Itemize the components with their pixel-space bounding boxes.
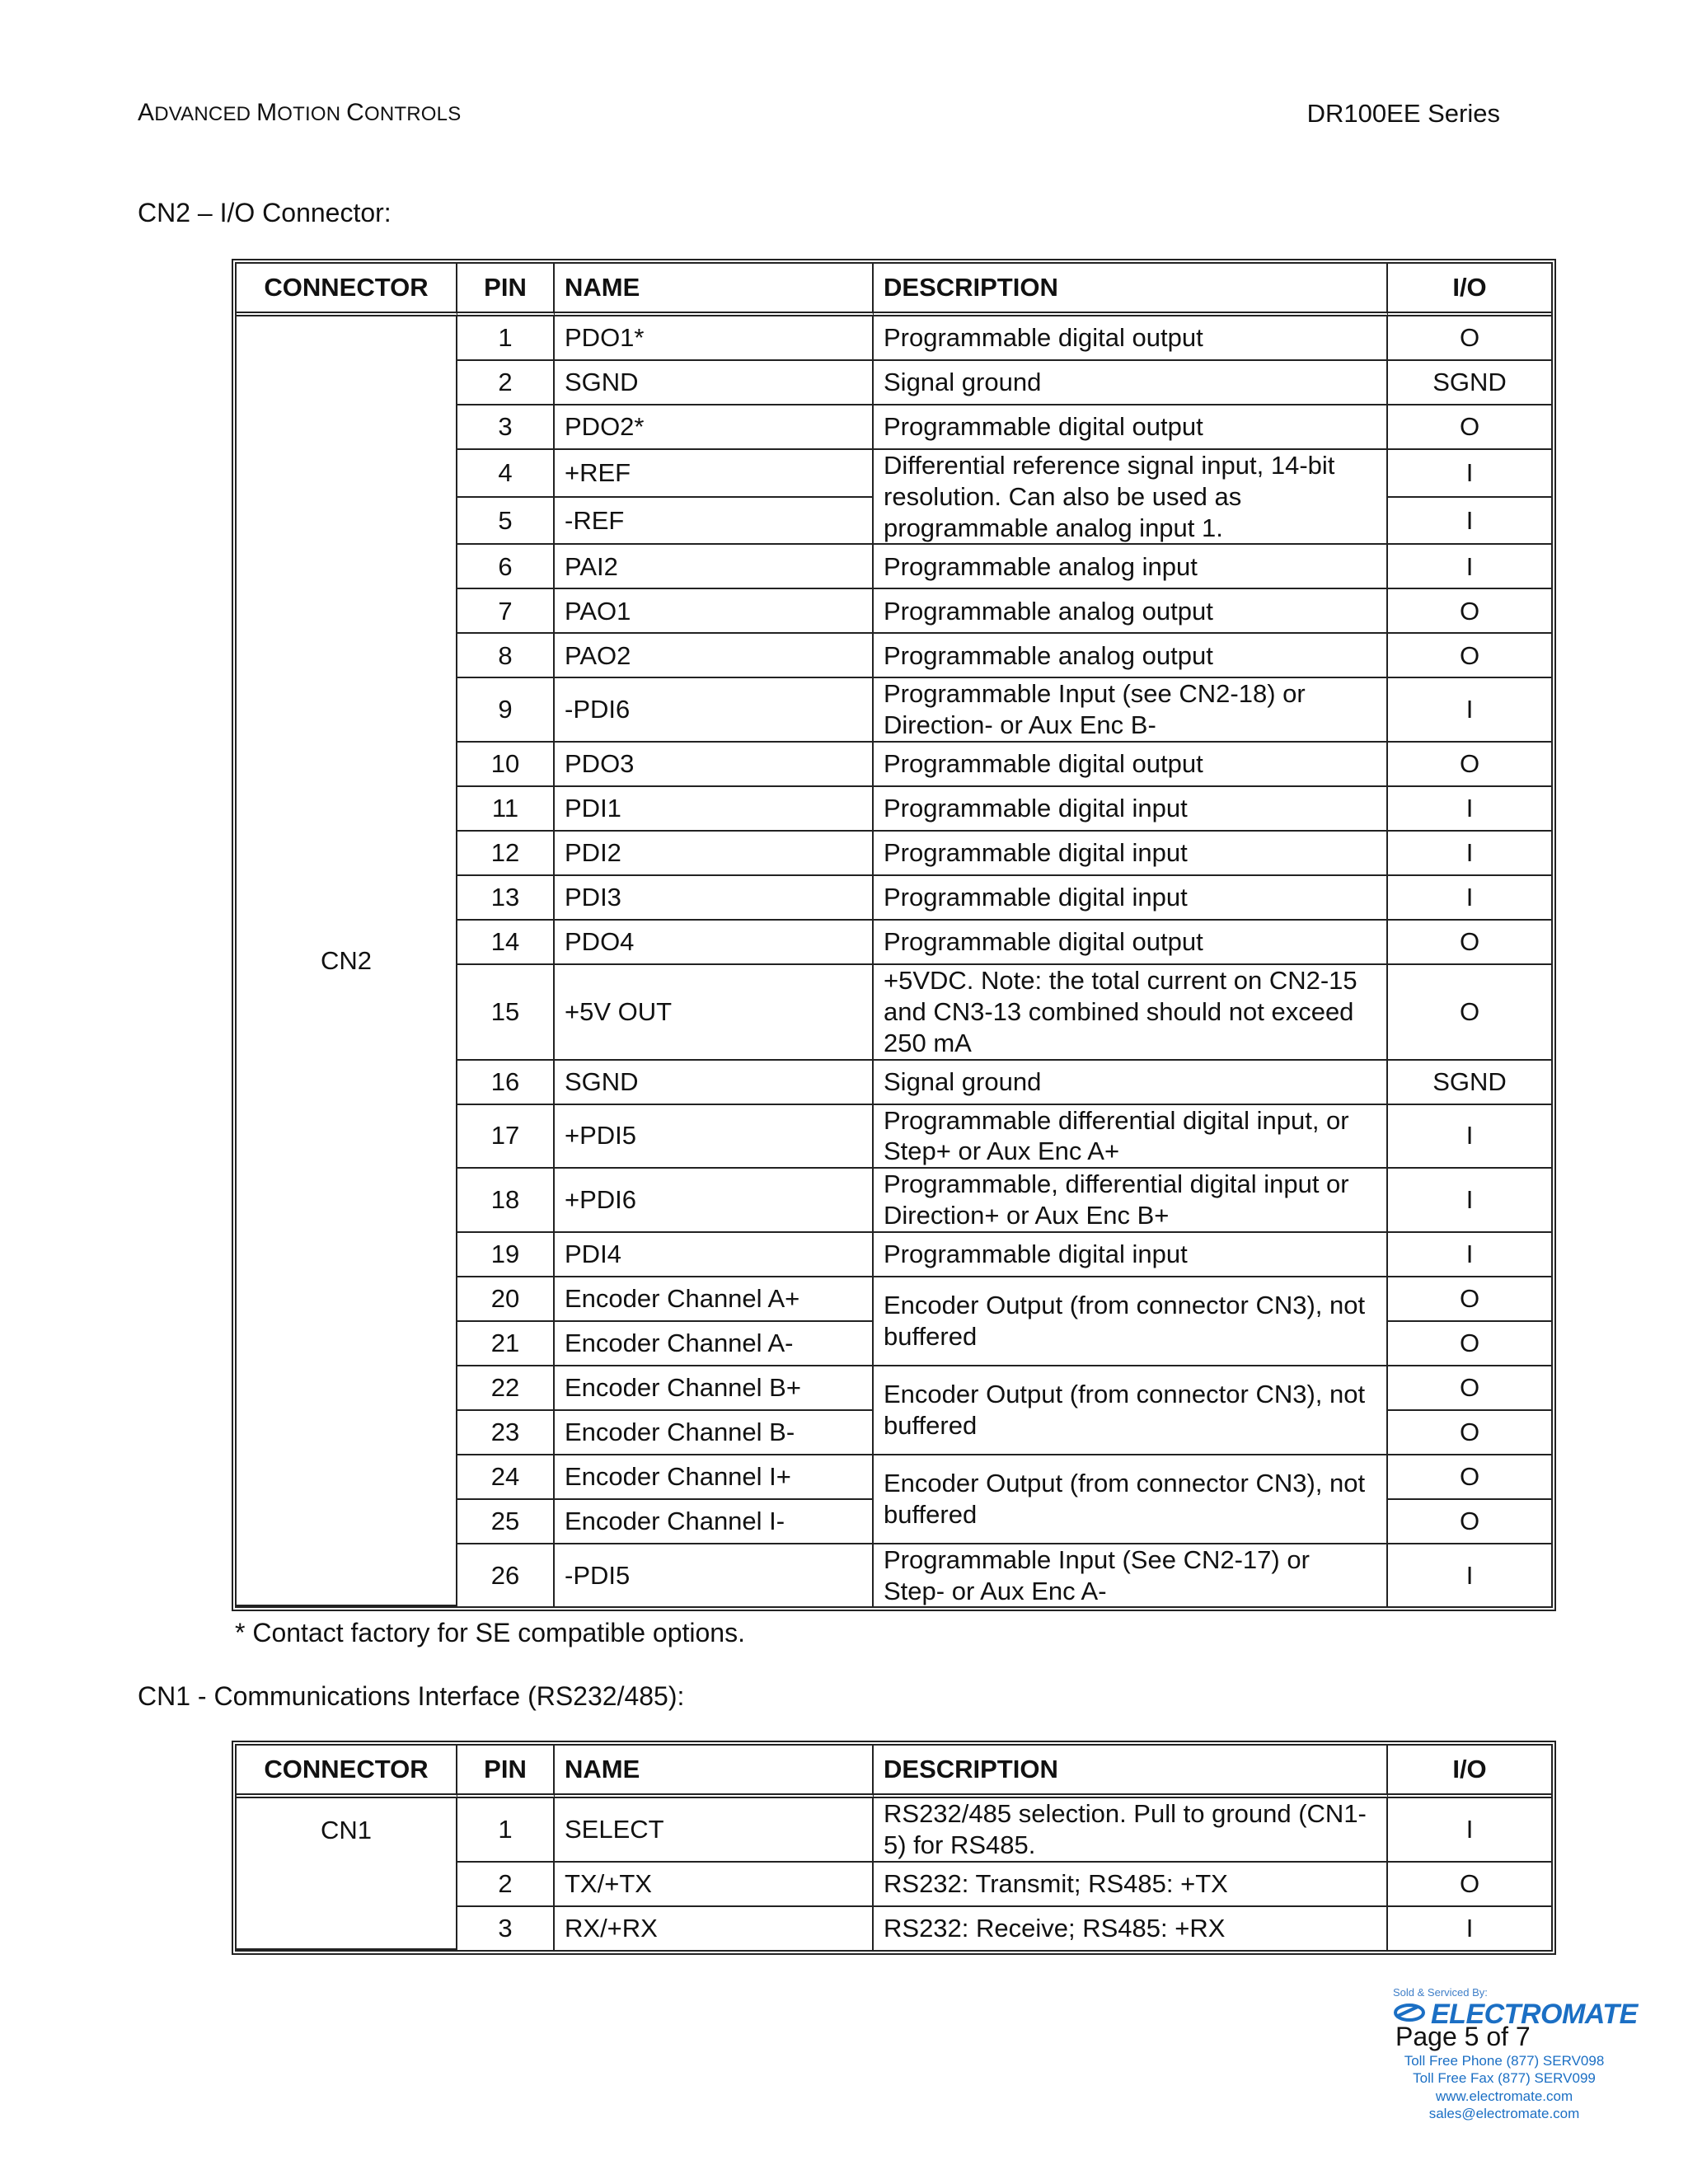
logo-fax: Toll Free Fax (877) SERV099 [1413,2070,1596,2087]
pin-cell: 15 [457,965,555,1060]
name-cell: PDO4 [555,921,874,965]
name-cell: PDI3 [555,876,874,921]
pin-cell: 1 [457,316,555,361]
name-cell: PAO2 [555,634,874,678]
description-cell: RS232/485 selection. Pull to ground (CN1-5) for RS485. [874,1798,1388,1863]
logo-web: www.electromate.com [1435,2088,1573,2104]
io-cell: SGND [1388,1061,1551,1105]
description-cell: Encoder Output (from connector CN3), not buffered [874,1277,1388,1366]
connector-cell: CN1 [237,1798,457,1950]
name-cell: Encoder Channel I+ [555,1455,874,1500]
io-cell: O [1388,316,1551,361]
description-cell: Programmable Input (see CN2-18) or Direction- or Aux Enc B- [874,678,1388,743]
name-cell: PDO2* [555,405,874,450]
col-header-connector: CONNECTOR [237,1746,457,1798]
col-header-name: NAME [555,1746,874,1798]
name-cell: +REF [555,450,874,498]
io-cell: O [1388,743,1551,787]
description-cell: Programmable digital output [874,921,1388,965]
name-cell: SELECT [555,1798,874,1863]
description-cell: Encoder Output (from connector CN3), not buffered [874,1366,1388,1455]
footnote: * Contact factory for SE compatible options. [235,1618,745,1647]
pin-cell: 16 [457,1061,555,1105]
pin-cell: 22 [457,1366,555,1411]
pin-cell: 9 [457,678,555,743]
description-cell: Programmable digital input [874,832,1388,876]
io-cell: O [1388,405,1551,450]
description-cell: RS232: Receive; RS485: +RX [874,1907,1388,1950]
io-cell: I [1388,1105,1551,1169]
pin-cell: 2 [457,1863,555,1907]
pin-cell: 14 [457,921,555,965]
io-cell: O [1388,1500,1551,1544]
product-series: DR100EE Series [1306,99,1500,128]
name-cell: +5V OUT [555,965,874,1060]
table-row [237,1798,1551,1863]
io-cell: O [1388,589,1551,634]
col-header-pin: PIN [457,1746,555,1798]
description-cell: Programmable digital input [874,1233,1388,1277]
name-cell: -REF [555,498,874,546]
col-header-io: I/O [1388,264,1551,316]
description-cell: Signal ground [874,1061,1388,1105]
pin-cell: 5 [457,498,555,546]
name-cell: PDI1 [555,787,874,832]
cn1-pin-table [232,1741,1556,1955]
name-cell: PDO3 [555,743,874,787]
col-header-name: NAME [555,264,874,316]
name-cell: -PDI5 [555,1544,874,1607]
description-cell: Programmable digital output [874,405,1388,450]
connector-cell: CN2 [237,316,457,1606]
description-cell: Programmable Input (See CN2-17) or Step- or Aux Enc A- [874,1544,1388,1607]
logo-email: sales@electromate.com [1428,2105,1580,2121]
io-cell: O [1388,965,1551,1060]
io-cell: I [1388,545,1551,589]
electromate-logo [1393,1986,1638,2122]
io-cell: I [1388,450,1551,498]
name-cell: PAO1 [555,589,874,634]
io-cell: O [1388,1863,1551,1907]
description-cell: Programmable digital output [874,316,1388,361]
pin-cell: 26 [457,1544,555,1607]
pin-cell: 7 [457,589,555,634]
company-name: ADVANCED MOTION CONTROLS [138,99,462,126]
name-cell: SGND [555,1061,874,1105]
description-cell: Programmable analog input [874,545,1388,589]
description-cell: Encoder Output (from connector CN3), not buffered [874,1455,1388,1544]
col-header-description: DESCRIPTION [874,1746,1388,1798]
name-cell: TX/+TX [555,1863,874,1907]
io-cell: O [1388,1277,1551,1322]
io-cell: I [1388,1798,1551,1863]
name-cell: Encoder Channel A+ [555,1277,874,1322]
io-cell: I [1388,1233,1551,1277]
description-cell: Differential reference signal input, 14-bit resolution. Can also be used as programmable analog input 1. [874,450,1388,545]
io-cell: O [1388,921,1551,965]
io-cell: I [1388,498,1551,546]
name-cell: +PDI6 [555,1169,874,1233]
name-cell: Encoder Channel I- [555,1500,874,1544]
pin-cell: 3 [457,405,555,450]
name-cell: SGND [555,361,874,405]
brand-text: ELECTROMATE [1431,1999,1638,2030]
pin-cell: 21 [457,1322,555,1366]
name-cell: PDI2 [555,832,874,876]
pin-cell: 6 [457,545,555,589]
name-cell: Encoder Channel B- [555,1411,874,1455]
description-cell: Programmable digital output [874,743,1388,787]
description-cell: Programmable analog output [874,589,1388,634]
name-cell: -PDI6 [555,678,874,743]
description-cell: Programmable digital input [874,787,1388,832]
name-cell: PDI4 [555,1233,874,1277]
table-header-row [237,1746,1551,1798]
name-cell: +PDI5 [555,1105,874,1169]
io-cell: I [1388,787,1551,832]
pin-cell: 25 [457,1500,555,1544]
io-cell: I [1388,832,1551,876]
page-number: Page 5 of 7 [1395,2022,1531,2051]
cn2-pin-table [232,259,1556,1611]
pin-cell: 23 [457,1411,555,1455]
pin-cell: 8 [457,634,555,678]
pin-cell: 4 [457,450,555,498]
table-row [237,316,1551,361]
description-cell: RS232: Transmit; RS485: +TX [874,1863,1388,1907]
logo-phone: Toll Free Phone (877) SERV098 [1404,2053,1605,2069]
pin-cell: 1 [457,1798,555,1863]
io-cell: O [1388,1455,1551,1500]
description-cell: Programmable differential digital input, or Step+ or Aux Enc A+ [874,1105,1388,1169]
io-cell: O [1388,1322,1551,1366]
io-cell: O [1388,634,1551,678]
io-cell: I [1388,1169,1551,1233]
cn1-section-title: CN1 - Communications Interface (RS232/485): [138,1681,685,1711]
name-cell: Encoder Channel A- [555,1322,874,1366]
description-cell: +5VDC. Note: the total current on CN2-15 and CN3-13 combined should not exceed 250 mA [874,965,1388,1060]
name-cell: PDO1* [555,316,874,361]
io-cell: I [1465,1560,1474,1590]
name-cell: Encoder Channel B+ [555,1366,874,1411]
io-cell: I [1388,678,1551,743]
name-cell: RX/+RX [555,1907,874,1950]
io-cell: I [1388,876,1551,921]
pin-cell: 17 [457,1105,555,1169]
io-cell: I [1465,1913,1474,1943]
pin-cell: 19 [457,1233,555,1277]
pin-cell: 2 [457,361,555,405]
name-cell: PAI2 [555,545,874,589]
sold-by-label: Sold & Serviced By: [1393,1986,1488,1999]
pin-cell: 3 [457,1907,555,1950]
description-cell: Programmable, differential digital input or Direction+ or Aux Enc B+ [874,1169,1388,1233]
table-header-row [237,264,1551,316]
pin-cell: 20 [457,1277,555,1322]
col-header-io: I/O [1388,1746,1551,1798]
col-header-pin: PIN [457,264,555,316]
pin-cell: 24 [457,1455,555,1500]
cn2-section-title: CN2 – I/O Connector: [138,198,392,227]
pin-cell: 13 [457,876,555,921]
col-header-description: DESCRIPTION [874,264,1388,316]
pin-cell: 10 [457,743,555,787]
pin-cell: 12 [457,832,555,876]
io-cell: SGND [1388,361,1551,405]
description-cell: Programmable digital input [874,876,1388,921]
col-header-connector: CONNECTOR [237,264,457,316]
pin-cell: 18 [457,1169,555,1233]
io-cell: O [1388,1411,1551,1455]
description-cell: Programmable analog output [874,634,1388,678]
io-cell: O [1388,1366,1551,1411]
pin-cell: 11 [457,787,555,832]
description-cell: Signal ground [874,361,1388,405]
